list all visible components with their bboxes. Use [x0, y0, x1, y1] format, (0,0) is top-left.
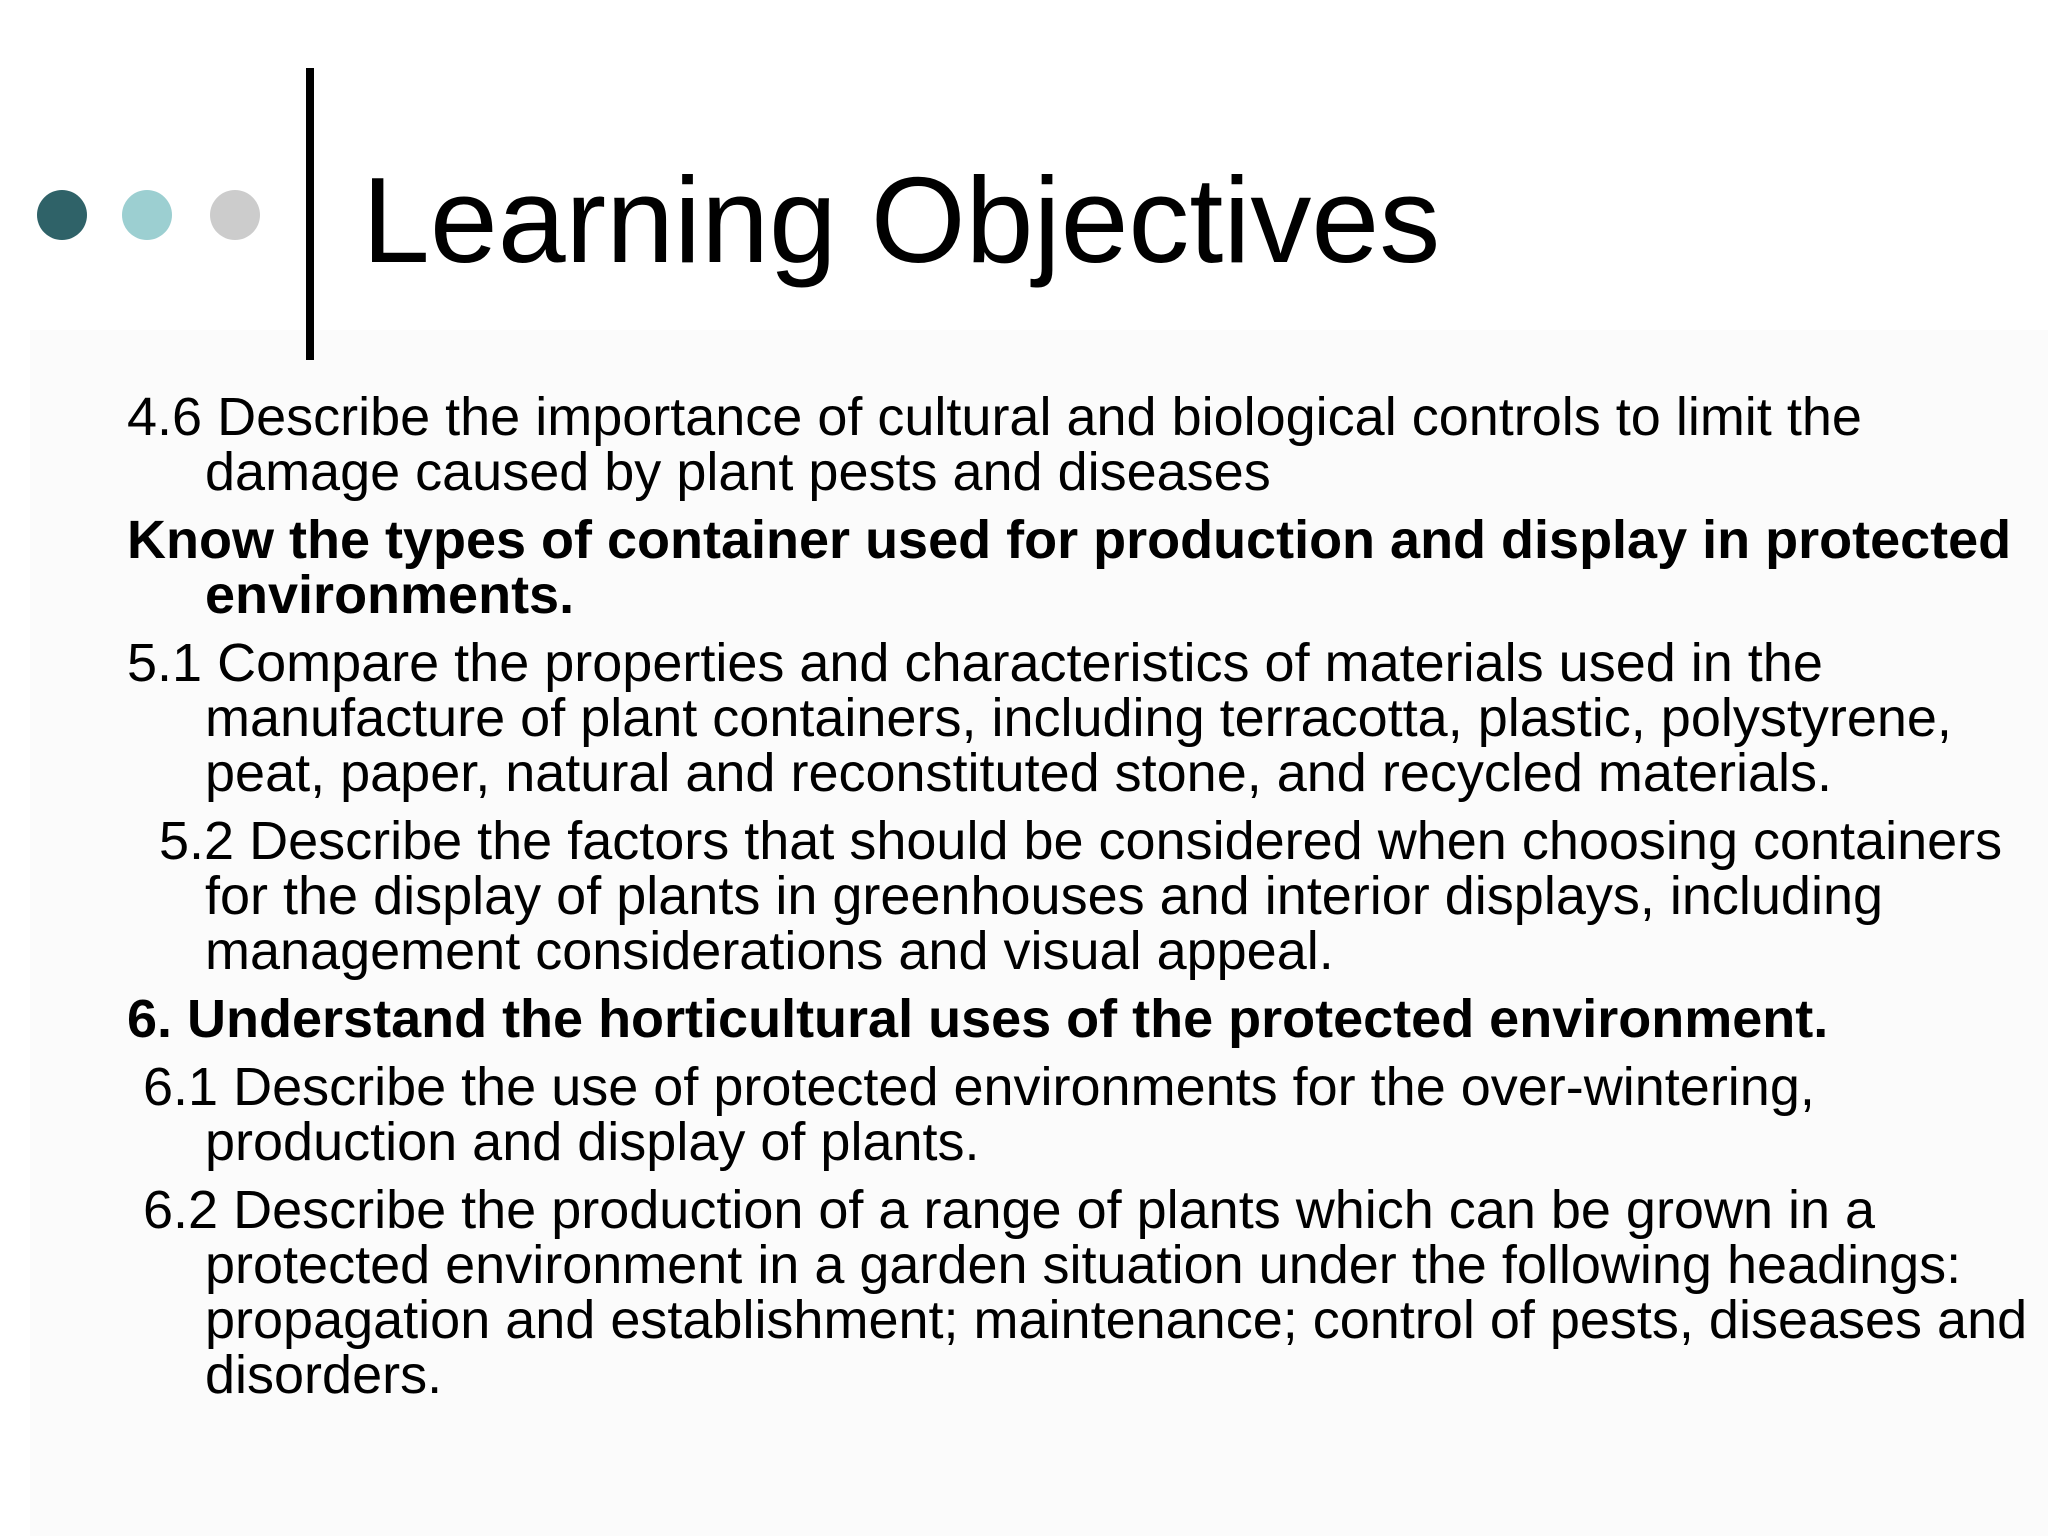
objective-4-6	[0, 387, 2048, 502]
slide-title: Learning Objectives	[362, 152, 1441, 288]
objective-text: 6. Understand the horticultural uses of the protected environment.	[127, 989, 1829, 1049]
objective-text: 4.6 Describe the importance of cultural and biological controls to limit the damage caused by plant pests and diseases	[127, 387, 1862, 502]
objective-heading-6	[0, 989, 2048, 1049]
objective-text: 6.1 Describe the use of protected environments for the over-wintering, production and display of plants.	[143, 1057, 1815, 1172]
decorative-dot-grey	[210, 190, 260, 240]
objective-5-1	[0, 633, 2048, 803]
objectives-list	[0, 387, 2048, 1416]
objective-6-2	[0, 1180, 2048, 1405]
objective-text: 5.1 Compare the properties and characteristics of materials used in the manufacture of plant containers, including terracotta, plastic, polystyrene, peat, paper, natural and reconstituted stone, and recycled materials.	[127, 633, 1952, 803]
objective-6-1	[0, 1057, 2048, 1172]
decorative-dot-dark	[37, 190, 87, 240]
objective-heading-containers	[0, 510, 2048, 625]
objective-text: Know the types of container used for production and display in protected environments.	[127, 510, 2012, 625]
objective-5-2	[0, 811, 2048, 981]
objective-text: 6.2 Describe the production of a range of plants which can be grown in a protected environment in a garden situation under the following headings: propagation and establishment; maintenance; control of pests, diseases and disorders.	[143, 1180, 2028, 1405]
decorative-dot-light	[122, 190, 172, 240]
objective-text: 5.2 Describe the factors that should be considered when choosing containers for the display of plants in greenhouses and interior displays, including management considerations and visual appeal.	[159, 811, 2003, 981]
title-divider-line	[306, 68, 314, 360]
